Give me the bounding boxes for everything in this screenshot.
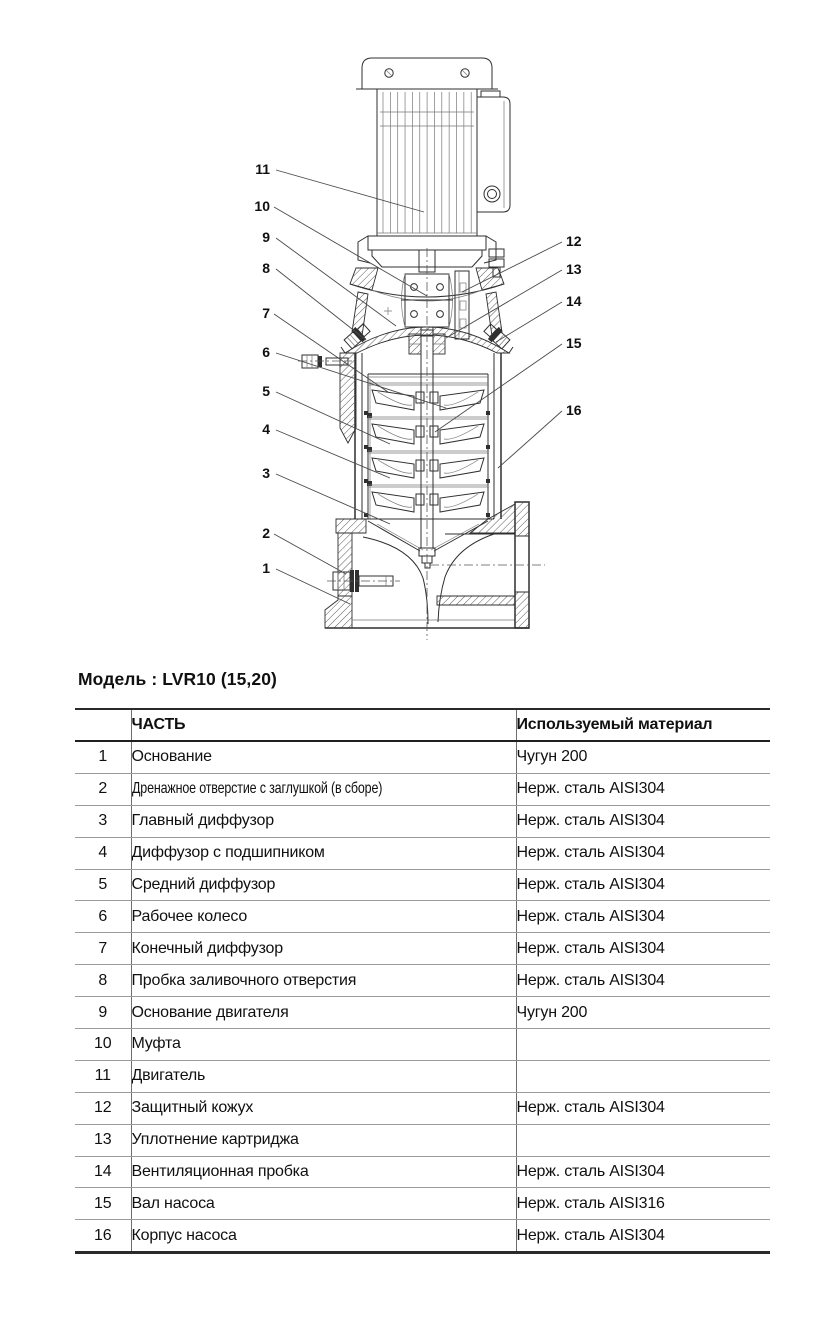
part-name: Средний диффузор xyxy=(131,869,516,901)
drain-plug-drawing xyxy=(327,570,400,592)
part-material: Чугун 200 xyxy=(516,997,770,1029)
part-number: 4 xyxy=(75,837,131,869)
part-material: Нерж. сталь AISI304 xyxy=(516,901,770,933)
part-number: 12 xyxy=(75,1092,131,1124)
table-row xyxy=(75,1156,770,1188)
callout-label-3: 3 xyxy=(262,465,270,481)
part-name: Основание двигателя xyxy=(131,997,516,1029)
callout-label-12: 12 xyxy=(566,233,582,249)
part-material: Нерж. сталь AISI304 xyxy=(516,837,770,869)
part-name: Корпус насоса xyxy=(131,1220,516,1253)
table-row xyxy=(75,997,770,1029)
callout-label-13: 13 xyxy=(566,261,582,277)
outer-sleeve-strip xyxy=(340,353,356,443)
part-name: Основание xyxy=(131,741,516,773)
part-number: 2 xyxy=(75,773,131,805)
callout-layer xyxy=(254,161,581,604)
part-number: 5 xyxy=(75,869,131,901)
callout-leader-16 xyxy=(498,411,562,468)
callout-leader-13 xyxy=(446,270,562,338)
callout-label-11: 11 xyxy=(255,161,270,177)
part-name: Вал насоса xyxy=(131,1188,516,1220)
callout-leader-5 xyxy=(276,392,390,444)
motor-drawing xyxy=(356,58,510,277)
part-name: Муфта xyxy=(131,1029,516,1061)
callout-label-14: 14 xyxy=(566,293,582,309)
callout-label-1: 1 xyxy=(262,560,270,576)
callout-label-8: 8 xyxy=(262,260,270,276)
centerlines xyxy=(427,248,545,640)
callout-label-4: 4 xyxy=(262,421,270,437)
part-material: Чугун 200 xyxy=(516,741,770,773)
pump-body-drawing xyxy=(298,352,501,568)
table-row xyxy=(75,1060,770,1092)
part-material xyxy=(516,1029,770,1061)
part-name: Рабочее колесо xyxy=(131,901,516,933)
part-material: Нерж. сталь AISI304 xyxy=(516,933,770,965)
table-row xyxy=(75,901,770,933)
part-number: 6 xyxy=(75,901,131,933)
table-row xyxy=(75,1092,770,1124)
part-material: Нерж. сталь AISI304 xyxy=(516,773,770,805)
part-number: 8 xyxy=(75,965,131,997)
part-number: 13 xyxy=(75,1124,131,1156)
part-number: 1 xyxy=(75,741,131,773)
part-material: Нерж. сталь AISI304 xyxy=(516,1156,770,1188)
part-material xyxy=(516,1124,770,1156)
callout-label-5: 5 xyxy=(262,383,270,399)
part-name: Пробка заливочного отверстия xyxy=(131,965,516,997)
table-row xyxy=(75,773,770,805)
part-name: Двигатель xyxy=(131,1060,516,1092)
part-name: Вентиляционная пробка xyxy=(131,1156,516,1188)
callout-label-7: 7 xyxy=(262,305,270,321)
table-row xyxy=(75,1029,770,1061)
part-material xyxy=(516,1060,770,1092)
callout-leader-15 xyxy=(435,344,562,432)
table-row xyxy=(75,1124,770,1156)
callout-leader-3 xyxy=(276,474,390,524)
part-name: Уплотнение картриджа xyxy=(131,1124,516,1156)
table-row xyxy=(75,965,770,997)
part-material: Нерж. сталь AISI316 xyxy=(516,1188,770,1220)
part-number: 14 xyxy=(75,1156,131,1188)
part-number: 10 xyxy=(75,1029,131,1061)
table-row xyxy=(75,741,770,773)
callout-leader-4 xyxy=(276,430,390,478)
callout-leader-9 xyxy=(276,238,396,326)
table-row xyxy=(75,805,770,837)
part-number: 11 xyxy=(75,1060,131,1092)
callout-label-10: 10 xyxy=(254,198,270,214)
part-number: 16 xyxy=(75,1220,131,1253)
terminal-box-drawing xyxy=(477,91,510,212)
callout-label-9: 9 xyxy=(262,229,270,245)
col-header-material: Используемый материал xyxy=(516,709,770,741)
part-name: Дренажное отверстие с заглушкой (в сборе) xyxy=(131,773,516,805)
part-name: Диффузор с подшипником xyxy=(131,837,516,869)
part-name: Защитный кожух xyxy=(131,1092,516,1124)
table-row xyxy=(75,933,770,965)
table-header-row xyxy=(75,709,770,741)
callout-leader-11 xyxy=(276,170,424,212)
part-material: Нерж. сталь AISI304 xyxy=(516,805,770,837)
part-number: 3 xyxy=(75,805,131,837)
part-name: Главный диффузор xyxy=(131,805,516,837)
table-row xyxy=(75,837,770,869)
callout-label-6: 6 xyxy=(262,344,270,360)
table-row xyxy=(75,1188,770,1220)
part-material: Нерж. сталь AISI304 xyxy=(516,869,770,901)
callout-leader-14 xyxy=(496,302,562,342)
callout-label-16: 16 xyxy=(566,402,582,418)
part-name: Конечный диффузор xyxy=(131,933,516,965)
part-number: 7 xyxy=(75,933,131,965)
parts-table-body xyxy=(75,741,770,1253)
model-title: Модель : LVR10 (15,20) xyxy=(78,669,277,689)
parts-table xyxy=(75,708,770,1254)
part-material: Нерж. сталь AISI304 xyxy=(516,1092,770,1124)
callout-label-15: 15 xyxy=(566,335,582,351)
callout-leader-7 xyxy=(274,314,388,392)
part-number: 9 xyxy=(75,997,131,1029)
part-material: Нерж. сталь AISI304 xyxy=(516,965,770,997)
callout-label-2: 2 xyxy=(262,525,270,541)
part-material: Нерж. сталь AISI304 xyxy=(516,1220,770,1253)
col-header-part: ЧАСТЬ xyxy=(131,709,516,741)
part-number: 15 xyxy=(75,1188,131,1220)
table-row xyxy=(75,869,770,901)
col-header-num xyxy=(75,709,131,741)
table-row xyxy=(75,1220,770,1253)
callout-leader-2 xyxy=(274,534,346,574)
